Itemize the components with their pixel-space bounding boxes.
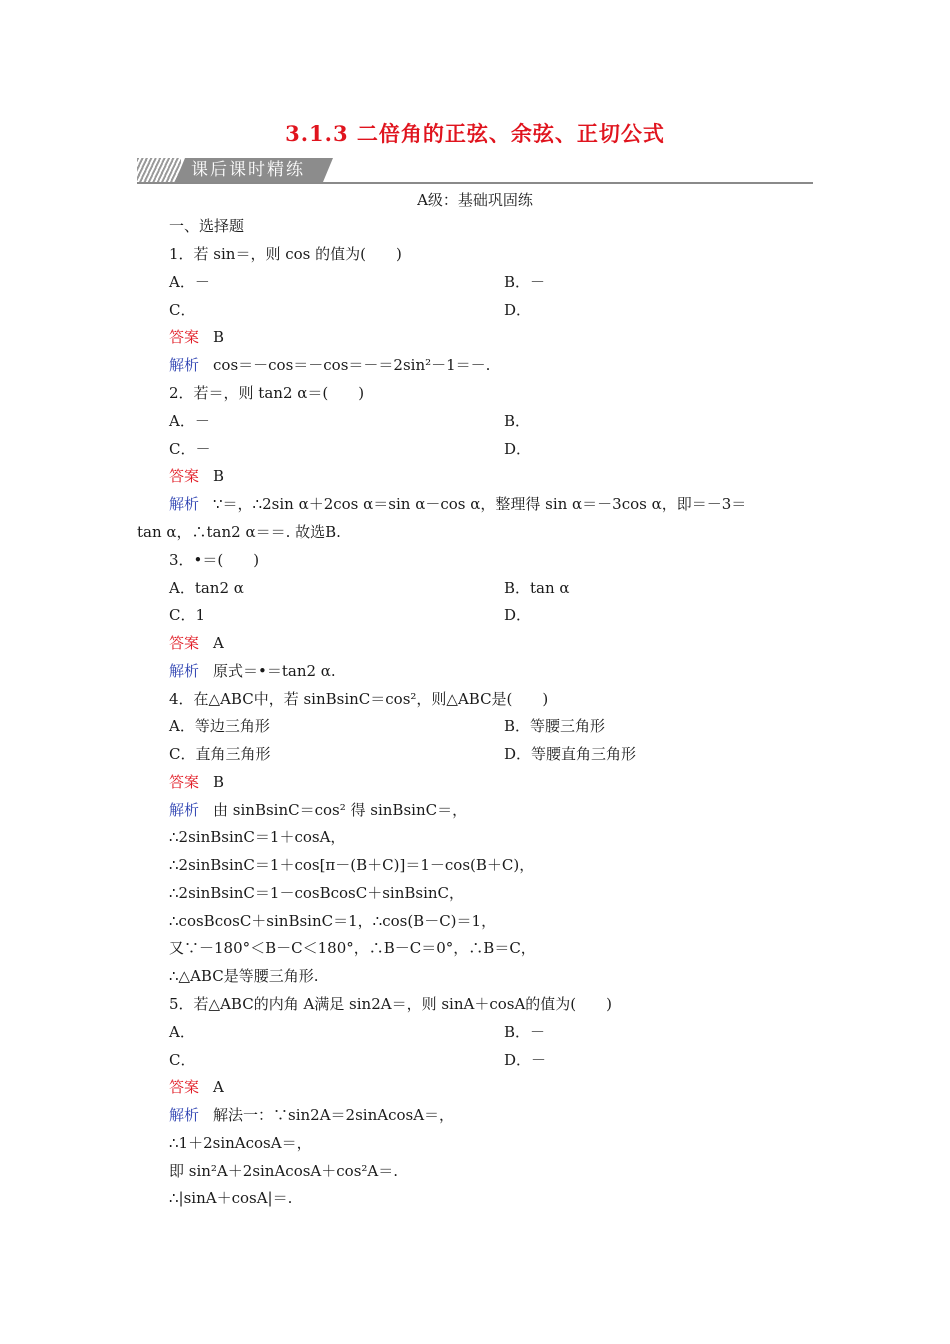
q2-option-c: C．－ [169, 440, 211, 458]
q3-analysis-text: 原式＝•＝tan2 α. [213, 662, 336, 680]
q2-analysis-continuation: tan α，∴tan2 α＝＝. 故选B. [137, 523, 341, 541]
q3-option-c: C．1 [169, 606, 206, 624]
q5-analysis-text: 解法一：∵sin2A＝2sinAcosA＝， [213, 1106, 455, 1124]
answer-label: 答案 [169, 773, 200, 791]
q4-answer [169, 772, 224, 792]
q4-option-d: D．等腰直角三角形 [504, 745, 637, 763]
q4-option-b: B．等腰三角形 [504, 717, 606, 735]
q1-analysis-text: cos＝－cos＝－cos＝－＝2sin²－1＝－. [213, 356, 491, 374]
analysis-label: 解析 [169, 662, 200, 680]
q4-analysis [169, 800, 467, 820]
banner-rule [137, 182, 813, 184]
q2-stem: 2．若＝，则 tan2 α＝( ) [169, 384, 365, 402]
analysis-label: 解析 [169, 801, 200, 819]
q5-option-a: A． [169, 1023, 195, 1041]
q4-step: ∴2sinBsinC＝1＋cos[π－(B＋C)]＝1－cos(B＋C)， [169, 856, 535, 874]
q2-option-a: A．－ [169, 412, 210, 430]
answer-label: 答案 [169, 1078, 200, 1096]
level-heading: A级：基础巩固练 [417, 191, 533, 209]
q1-answer [169, 327, 224, 347]
q2-option-b: B． [504, 412, 531, 430]
q2-answer [169, 466, 224, 486]
q5-stem: 5．若△ABC的内角 A满足 sin2A＝，则 sinA＋cosA的值为( ) [169, 995, 613, 1013]
q4-stem: 4．在△ABC中，若 sinBsinC＝cos²，则△ABC是( ) [169, 690, 549, 708]
q4-step: ∴△ABC是等腰三角形. [169, 967, 319, 985]
q5-option-b: B．－ [504, 1023, 546, 1041]
q1-analysis [169, 355, 490, 375]
answer-label: 答案 [169, 467, 200, 485]
q1-answer-value: B [213, 328, 225, 346]
q3-option-d: D． [504, 606, 532, 624]
q4-step: ∴2sinBsinC＝1＋cosA， [169, 828, 346, 846]
q4-step: ∴cosBcosC＋sinBsinC＝1，∴cos(B－C)＝1， [169, 912, 497, 930]
q5-step: 即 sin²A＋2sinAcosA＋cos²A＝. [169, 1162, 399, 1180]
analysis-label: 解析 [169, 356, 200, 374]
banner-stripes-decoration [137, 158, 181, 182]
q1-stem: 1．若 sin＝，则 cos 的值为( ) [169, 245, 402, 263]
q3-option-b: B．tan α [504, 579, 570, 597]
q3-option-a: A．tan2 α [169, 579, 244, 597]
q2-analysis-text-1: ∵＝，∴2sin α＋2cos α＝sin α－cos α，整理得 sin α＝－3cos α，即＝－3＝ [213, 495, 747, 513]
q2-analysis [169, 494, 746, 514]
q3-analysis [169, 661, 336, 681]
q3-answer [169, 633, 224, 653]
answer-label: 答案 [169, 328, 200, 346]
q5-step: ∴|sinA＋cosA|＝. [169, 1189, 293, 1207]
q5-option-d: D．－ [504, 1051, 547, 1069]
section-banner [137, 155, 813, 185]
analysis-label: 解析 [169, 1106, 200, 1124]
q1-option-a: A．－ [169, 273, 210, 291]
answer-label: 答案 [169, 634, 200, 652]
q4-option-a: A．等边三角形 [169, 717, 270, 735]
banner-label: 课后课时精练 [191, 160, 305, 180]
q4-option-c: C．直角三角形 [169, 745, 271, 763]
q1-option-c: C． [169, 301, 196, 319]
q5-step: ∴1＋2sinAcosA＝， [169, 1134, 312, 1152]
q4-analysis-text: 由 sinBsinC＝cos² 得 sinBsinC＝， [213, 801, 468, 819]
q1-option-b: B．－ [504, 273, 546, 291]
q5-analysis [169, 1105, 454, 1125]
q5-option-c: C． [169, 1051, 196, 1069]
q2-option-d: D． [504, 440, 532, 458]
q1-option-d: D． [504, 301, 532, 319]
q3-stem: 3．•＝( ) [169, 551, 260, 569]
analysis-label: 解析 [169, 495, 200, 513]
q4-step: 又∵－180°＜B－C＜180°，∴B－C＝0°，∴B＝C， [169, 939, 536, 957]
q4-answer-value: B [213, 773, 225, 791]
q2-answer-value: B [213, 467, 225, 485]
q5-answer-value: A [213, 1078, 224, 1096]
q5-answer [169, 1077, 224, 1097]
q3-answer-value: A [213, 634, 224, 652]
section-heading: 一、选择题 [169, 217, 245, 235]
page-title: 3.1.3 二倍角的正弦、余弦、正切公式 [285, 121, 665, 146]
q4-step: ∴2sinBsinC＝1－cosBcosC＋sinBsinC， [169, 884, 465, 902]
